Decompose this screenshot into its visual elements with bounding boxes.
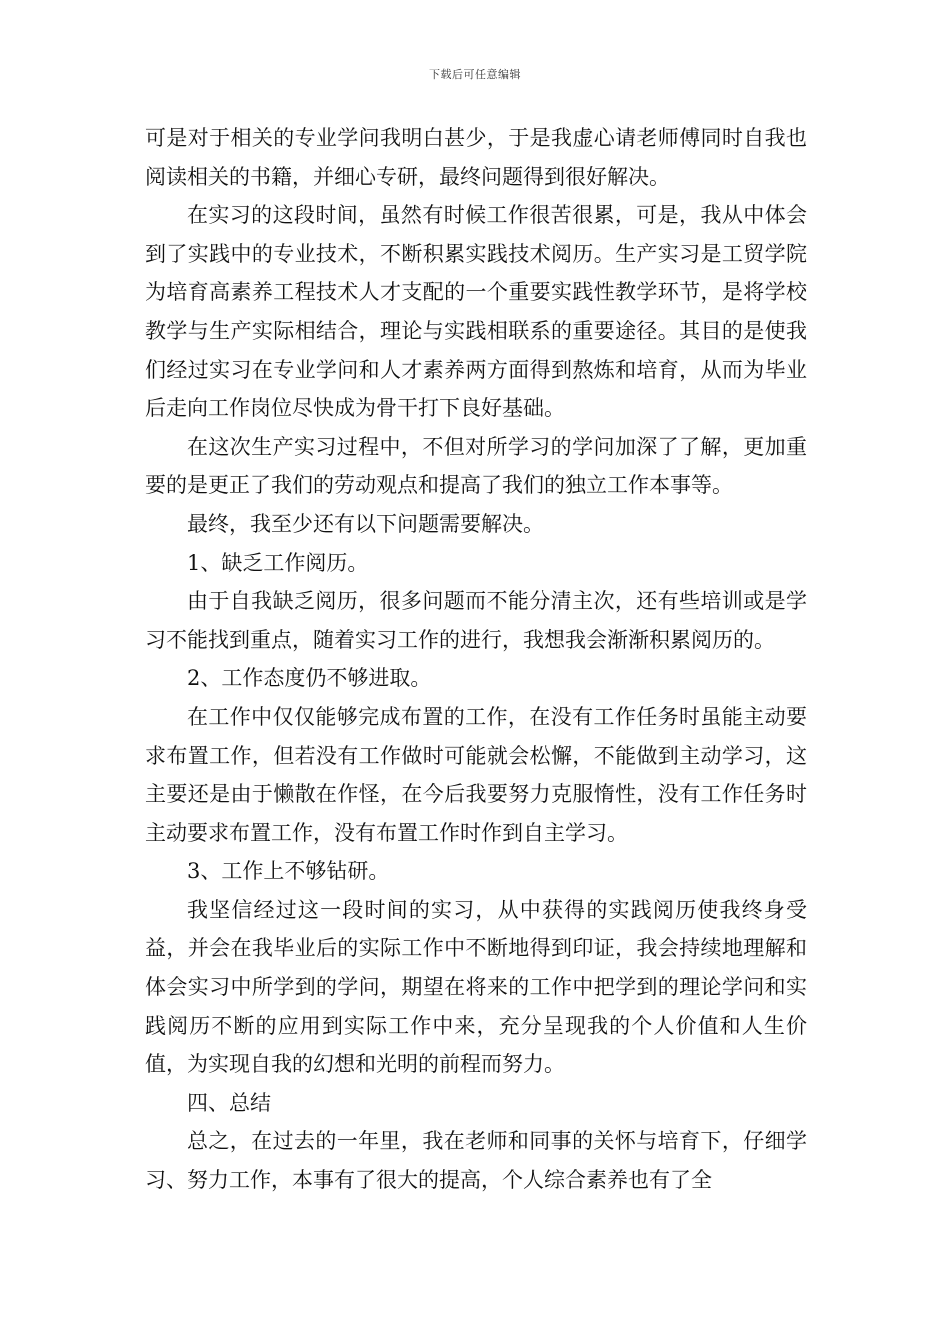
paragraph-3: 在这次生产实习过程中，不但对所学习的学问加深了了解，更加重要的是更正了我们的劳动观点和提高了我们的独立工作本事等。 [145,434,807,498]
document-body [145,119,807,1200]
paragraph-1: 可是对于相关的专业学问我明白甚少，于是我虚心请老师傅同时自我也阅读相关的书籍，并细心专研，最终问题得到很好解决。 [145,126,807,189]
list-heading-3: 3、工作上不够钻研。 [187,859,390,884]
paragraph-5: 由于自我缺乏阅历，很多问题而不能分清主次，还有些培训或是学习不能找到重点，随着实习工作的进行，我想我会渐渐积累阅历的。 [145,589,807,652]
paragraph-2: 在实习的这段时间，虽然有时候工作很苦很累，可是，我从中体会到了实践中的专业技术，不断积累实践技术阅历。生产实习是工贸学院为培育高素养工程技术人才支配的一个重要实践性教学环节，是将学校教学与生产实际相结合，理论与实践相联系的重要途径。其目的是使我们经过实习在专业学问和人才素养两方面得到熬炼和培育，从而为毕业后走向工作岗位尽快成为骨干打下良好基础。 [145,203,807,421]
paragraph-6: 在工作中仅仅能够完成布置的工作，在没有工作任务时虽能主动要求布置工作，但若没有工作做时可能就会松懈，不能做到主动学习，这主要还是由于懒散在作怪，在今后我要努力克服惰性，没有工作任务时主动要求布置工作，没有布置工作时作到自主学习。 [145,704,807,845]
paragraph-4: 最终，我至少还有以下问题需要解决。 [187,511,544,536]
page-header-note: 下载后可任意编辑 [429,68,521,81]
paragraph-7: 我坚信经过这一段时间的实习，从中获得的实践阅历使我终身受益，并会在我毕业后的实际工作中不断地得到印证，我会持续地理解和体会实习中所学到的学问，期望在将来的工作中把学到的理论学问和实践阅历不断的应用到实际工作中来，充分呈现我的个人价值和人生价值，为实现自我的幻想和光明的前程而努力。 [145,897,807,1077]
list-heading-2: 2、工作态度仍不够进取。 [187,666,432,691]
paragraph-8: 总之，在过去的一年里，我在老师和同事的关怀与培育下，仔细学习、努力工作，本事有了很大的提高，个人综合素养也有了全 [145,1129,807,1193]
section-heading-summary: 四、总结 [187,1090,271,1115]
list-heading-1: 1、缺乏工作阅历。 [187,550,369,575]
